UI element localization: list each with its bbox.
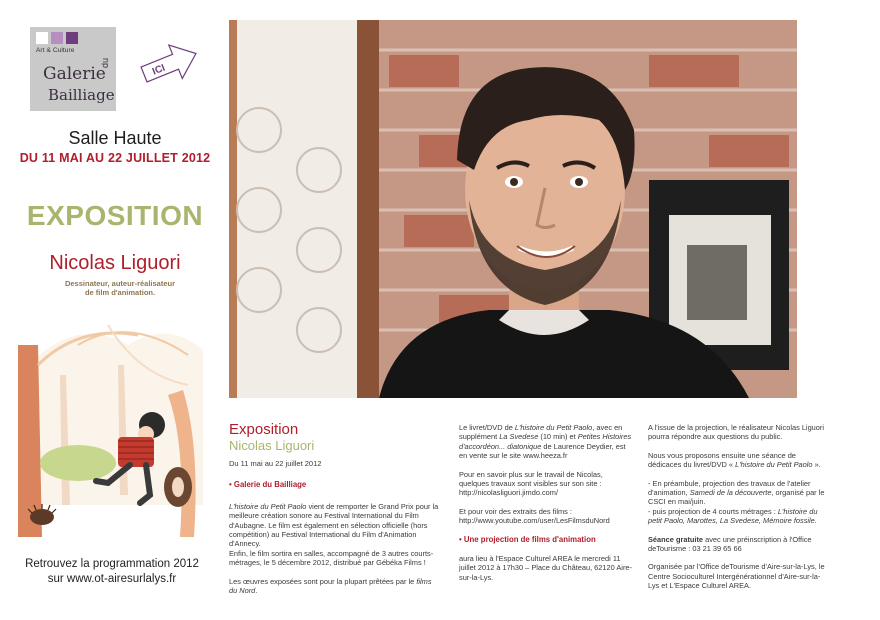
col2-paragraph1: [459, 423, 634, 461]
col2-paragraph4: aura lieu à l'Espace Culturel AREA le mercredi 11 juillet 2012 à 17h30 – Place du Château, 62120 Aire-sur-la-Lys.: [459, 554, 632, 582]
column-projection: [648, 423, 826, 600]
programme-website: sur www.ot-airesurlalys.fr: [47, 573, 177, 585]
col3-p2-c: ».: [812, 460, 821, 470]
ici-arrow-icon: [138, 38, 202, 90]
col1-p2-end: .: [255, 586, 258, 596]
col1-p2-italic: films du Nord: [229, 576, 432, 596]
logo-galerie-word: Galerie: [43, 64, 106, 84]
col3-p2-a: Nous vous proposons ensuite une séance de dédicaces du livret/DVD «: [648, 450, 796, 470]
col1-p2-start: Les œuvres exposées sont pour la plupart prêtées par le: [229, 576, 417, 586]
column-exposition: [229, 422, 439, 604]
accordion-player-illustration: [18, 305, 210, 537]
col3-p3-c: , organisé par le CSCI en mai/juin.: [648, 488, 825, 507]
logo-square-lilac: [51, 32, 63, 44]
artist-name: Nicolas Liguori: [49, 252, 181, 274]
projection-bullet: [459, 535, 634, 544]
projection-bullet-label: Une projection de films d'animation: [463, 534, 596, 544]
col1-paragraph2: [229, 577, 439, 596]
col2-p1-g: de Laurence Deydier, est en vente sur le site www.heeza.fr: [459, 441, 626, 461]
col2-p1-f: Petites Histoires d'accordéon... diatonique: [459, 432, 632, 451]
col3-paragraph5: Organisée par l'Office deTourisme d'Aire-sur-la-Lys, le Centre Socioculturel Intergénérationnel d'Aire-sur-la-Lys et L'Espace Culturel AREA.: [648, 562, 825, 591]
column-dvd: [459, 423, 634, 591]
col2-p1-b: L'histoire du Petit Paolo: [514, 423, 593, 432]
exhibition-dates: DU 11 MAI AU 22 JUILLET 2012: [19, 151, 211, 165]
col2-paragraph2: Pour en savoir plus sur le travail de Nicolas, quelques travaux sont visibles sur son site : http://nicolasliguori.jimdo.com/: [459, 469, 603, 498]
col3-p4-rest: avec une préinscription à l'Office deTourisme : 03 21 39 65 66: [648, 534, 812, 554]
col2-p1-d: La Svedese: [499, 432, 539, 442]
col3-p4-bold: Séance gratuite: [648, 534, 704, 544]
col3-paragraph2: [648, 451, 826, 470]
col3-paragraph4: [648, 535, 826, 554]
exposition-heading: EXPOSITION: [26, 200, 204, 231]
galerie-logo: [30, 27, 116, 111]
film-title: L'histoire du Petit Paolo: [229, 501, 307, 511]
artist-description-line1: Dessinateur, auteur-réalisateur: [64, 279, 176, 288]
col3-p3-d: - puis projection de 4 courts métrages :: [648, 506, 778, 516]
logo-bailliage-word: Bailliage: [48, 86, 115, 104]
programme-line1: Retrouvez la programmation 2012: [25, 558, 199, 570]
logo-du-word: du: [100, 57, 110, 68]
ici-label: ICI: [150, 62, 167, 78]
venue-bullet: [229, 480, 439, 489]
col3-p3-b: Samedi de la découverte: [689, 488, 772, 498]
col2-paragraph3: Et pour voir des extraits des films : http://www.youtube.com/user/LesFilmsduNord: [459, 506, 610, 526]
col1-paragraph1b: Enfin, le film sortira en salles, accompagné de 3 autres courts-métrages, le 5 décembre 2012, distribué par Gébéka Films !: [229, 548, 434, 568]
venue-bullet-label: Galerie du Bailliage: [233, 480, 307, 490]
bullet-icon: •: [229, 480, 234, 490]
col1-paragraph1-text: vient de remporter le Grand Prix pour la meilleure création sonore au Festival International du Film d'Aubagne. Le film est également en sélection officielle (hors compétition) au Festival International du Film d'Animation d'Annecy.: [229, 501, 439, 549]
col2-p1-c: , avec en supplément: [459, 423, 623, 442]
col1-dates: Du 11 mai au 22 juillet 2012: [229, 459, 322, 468]
artist-description-line2: de film d'animation.: [84, 288, 156, 297]
artist-photo: [229, 20, 797, 398]
logo-square-purple: [66, 32, 78, 44]
col3-paragraph1: A l'issue de la projection, le réalisateur Nicolas Liguori pourra répondre aux questions du public.: [648, 423, 825, 442]
col1-paragraph1: [229, 502, 439, 568]
col2-p1-a: Le livret/DVD de: [459, 423, 515, 432]
col3-p2-b: L'histoire du Petit Paolo: [735, 460, 813, 470]
col3-p3-a: - En préambule, projection des travaux de l'atelier d'animation,: [648, 478, 811, 498]
artist-description: [30, 279, 210, 297]
col1-subheading: Nicolas Liguori: [229, 438, 315, 453]
logo-art-culture: Art & Culture: [36, 47, 75, 54]
col3-paragraph3: [648, 479, 826, 526]
col3-p3-e: L'histoire du petit Paolo, Marottes, La Svedese, Mémoire fossile.: [648, 506, 818, 526]
bullet-icon: •: [459, 534, 464, 544]
col2-p1-e: (10 min) et: [538, 432, 578, 442]
logo-square-white: [36, 32, 48, 44]
venue-title: Salle Haute: [68, 128, 162, 148]
col1-heading: Exposition: [229, 421, 299, 438]
